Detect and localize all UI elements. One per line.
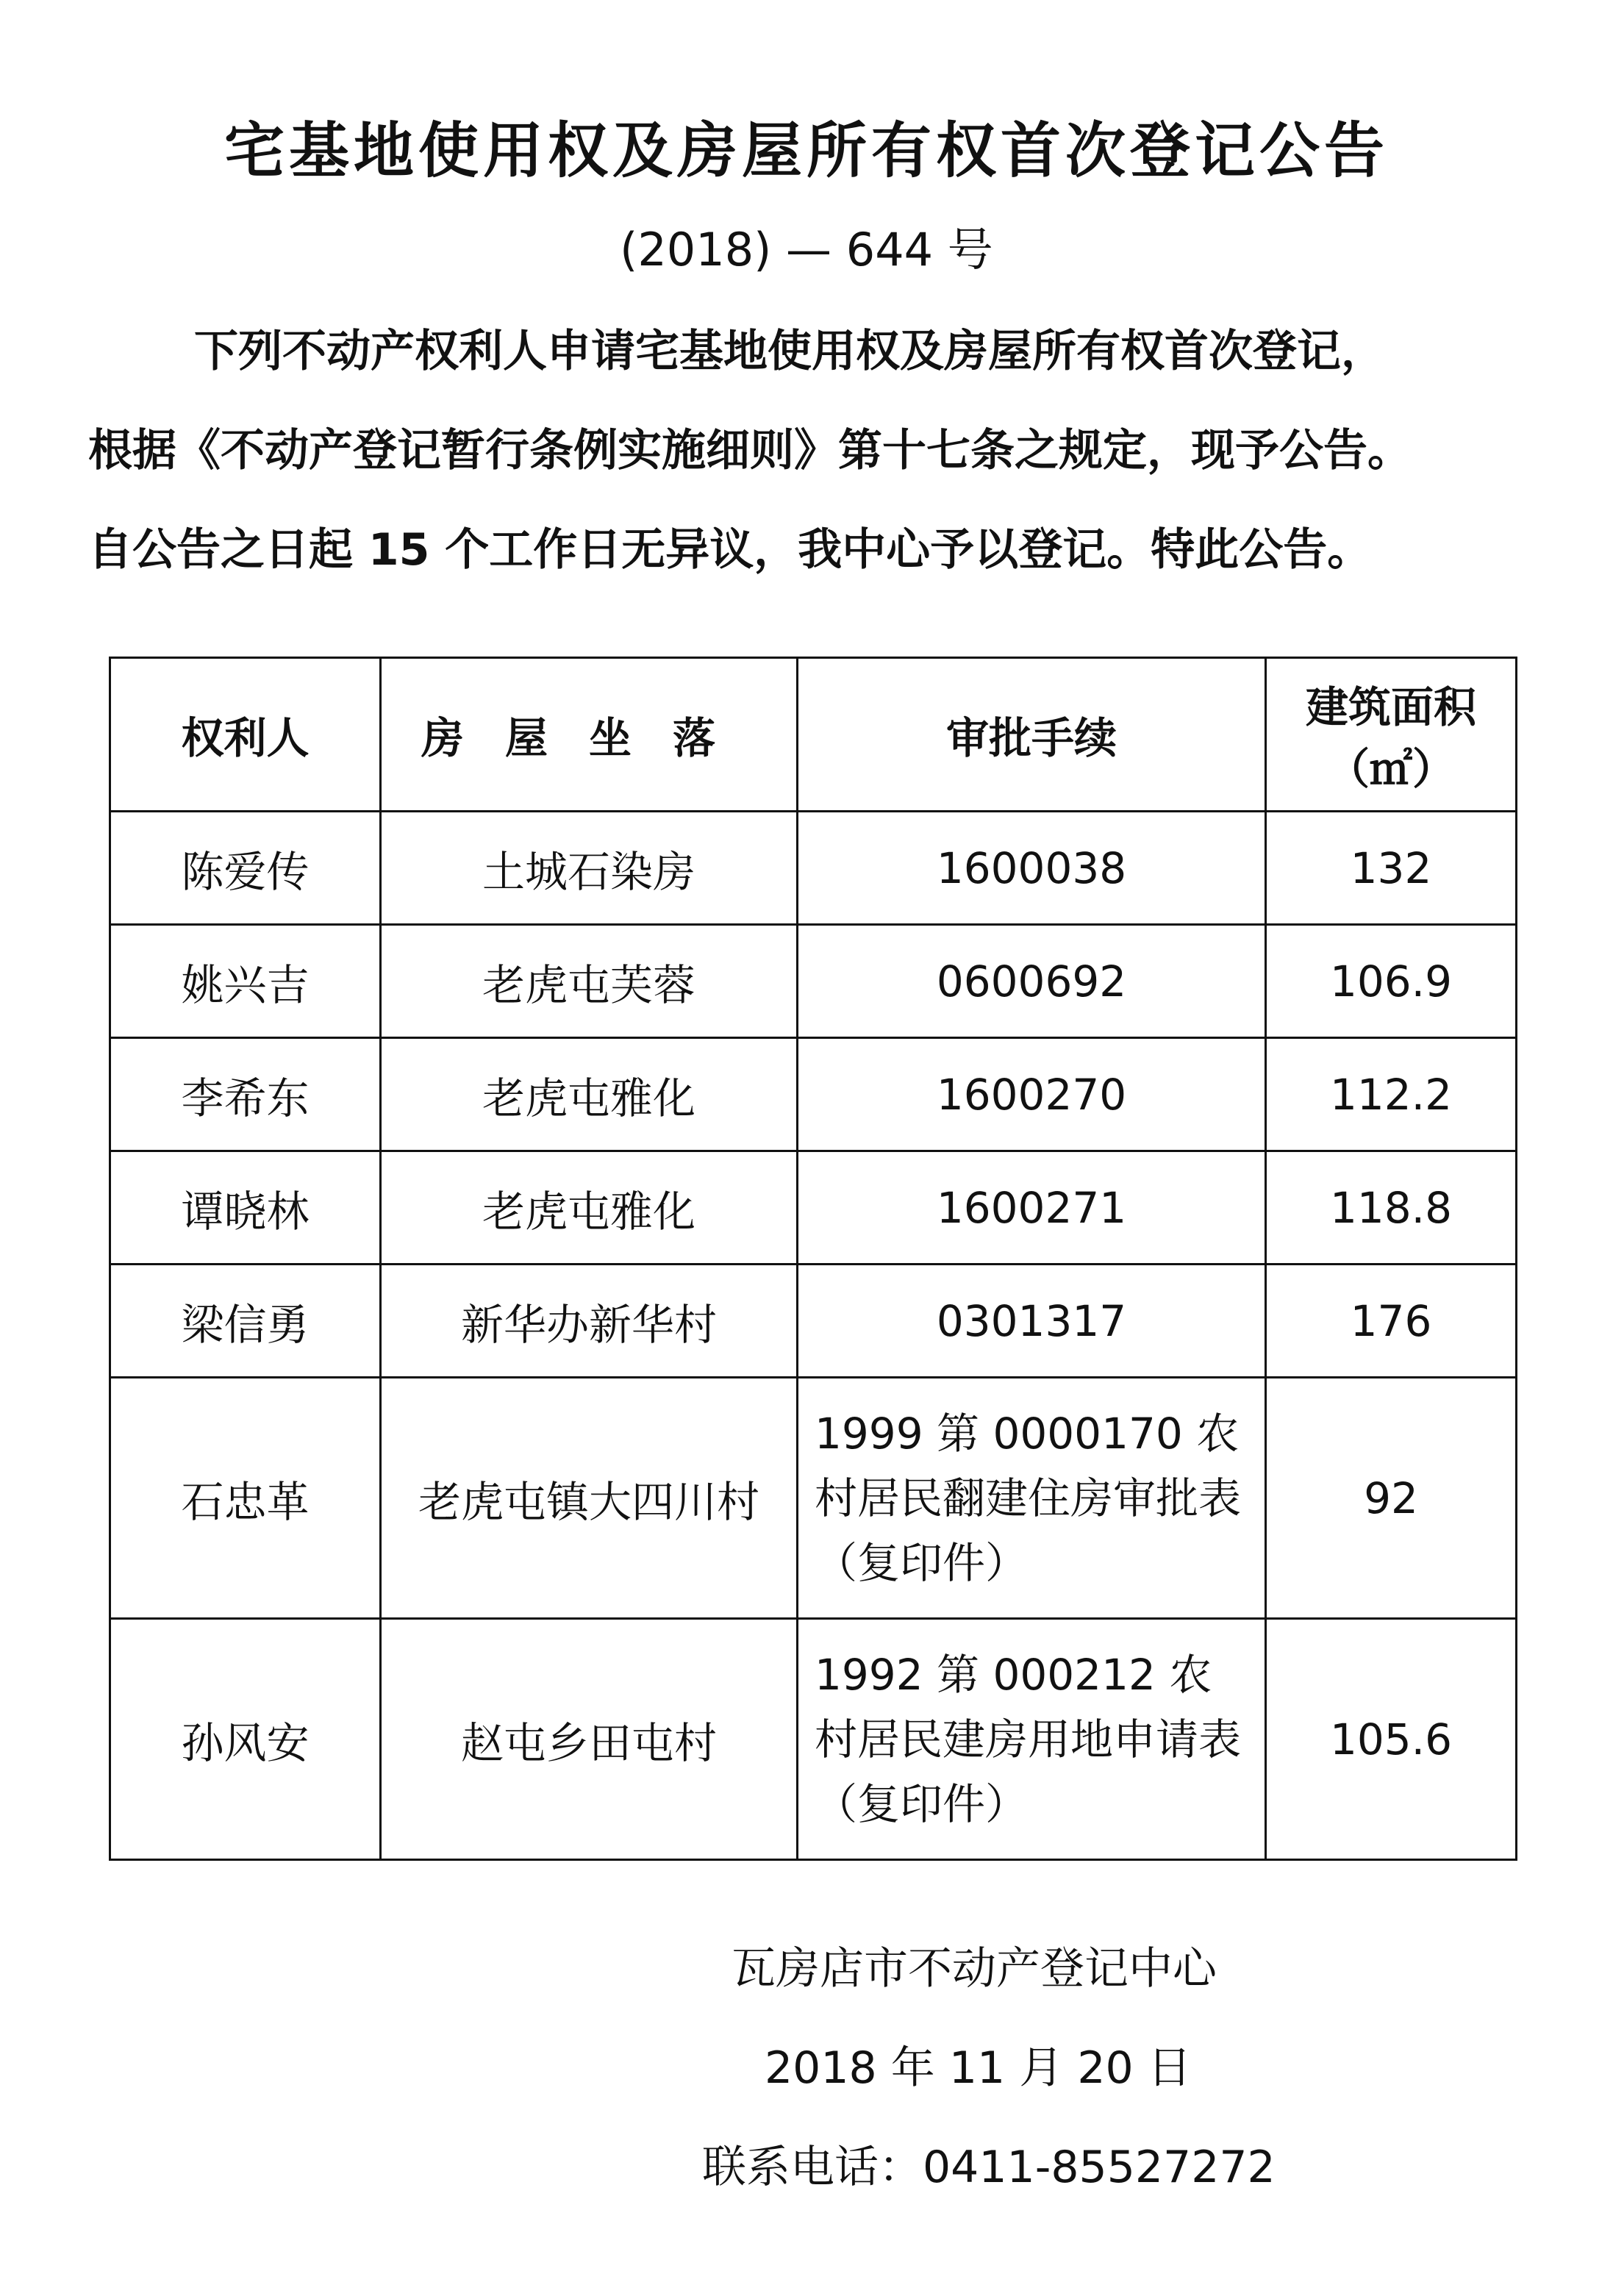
header-area-unit: （㎡） bbox=[1326, 744, 1455, 794]
cell-area: 176 bbox=[1266, 1265, 1517, 1378]
table-row bbox=[110, 1151, 1517, 1265]
cell-area: 106.9 bbox=[1266, 925, 1517, 1038]
cell-location: 老虎屯镇大四川村 bbox=[381, 1378, 798, 1619]
table-row bbox=[110, 1038, 1517, 1151]
cell-location: 土城石染房 bbox=[381, 812, 798, 925]
header-area bbox=[1266, 658, 1517, 812]
registration-table bbox=[109, 657, 1517, 1861]
cell-area: 112.2 bbox=[1266, 1038, 1517, 1151]
notice-number: (2018) — 644 号 bbox=[620, 223, 993, 276]
cell-approval: 1999 第 0000170 农村居民翻建住房审批表（复印件） bbox=[798, 1378, 1266, 1619]
notice-paragraph-line-2: 根据《不动产登记暂行条例实施细则》第十七条之规定，现予公告。 bbox=[88, 425, 1412, 476]
header-location: 房屋坐落 bbox=[381, 658, 798, 812]
header-area-label: 建筑面积 bbox=[1305, 682, 1476, 732]
cell-approval: 1600271 bbox=[798, 1151, 1266, 1265]
cell-location: 赵屯乡田屯村 bbox=[381, 1619, 798, 1860]
cell-owner: 姚兴吉 bbox=[110, 925, 381, 1038]
cell-owner: 陈爱传 bbox=[110, 812, 381, 925]
cell-approval: 1600038 bbox=[798, 812, 1266, 925]
table-row bbox=[110, 1619, 1517, 1860]
cell-approval: 1600270 bbox=[798, 1038, 1266, 1151]
header-approval: 审批手续 bbox=[798, 658, 1266, 812]
table-row bbox=[110, 1265, 1517, 1378]
table-row bbox=[110, 812, 1517, 925]
cell-approval: 1992 第 000212 农村居民建房用地申请表（复印件） bbox=[798, 1619, 1266, 1860]
table-row bbox=[110, 925, 1517, 1038]
cell-owner: 石忠革 bbox=[110, 1378, 381, 1619]
header-owner: 权利人 bbox=[110, 658, 381, 812]
cell-area: 92 bbox=[1266, 1378, 1517, 1619]
cell-area: 118.8 bbox=[1266, 1151, 1517, 1265]
cell-approval: 0301317 bbox=[798, 1265, 1266, 1378]
cell-owner: 孙风安 bbox=[110, 1619, 381, 1860]
notice-paragraph-line-3: 自公告之日起 15 个工作日无异议，我中心予以登记。特此公告。 bbox=[88, 524, 1372, 576]
cell-area: 105.6 bbox=[1266, 1619, 1517, 1860]
table-header-row bbox=[110, 658, 1517, 812]
notice-paragraph-line-1: 下列不动产权利人申请宅基地使用权及房屋所有权首次登记， bbox=[194, 326, 1385, 377]
cell-owner: 梁信勇 bbox=[110, 1265, 381, 1378]
cell-approval: 0600692 bbox=[798, 925, 1266, 1038]
cell-location: 新华办新华村 bbox=[381, 1265, 798, 1378]
contact-phone: 联系电话：0411-85527272 bbox=[702, 2142, 1276, 2193]
cell-location: 老虎屯雅化 bbox=[381, 1151, 798, 1265]
cell-area: 132 bbox=[1266, 812, 1517, 925]
cell-location: 老虎屯芙蓉 bbox=[381, 925, 798, 1038]
cell-owner: 谭晓林 bbox=[110, 1151, 381, 1265]
issuing-organization: 瓦房店市不动产登记中心 bbox=[732, 1943, 1217, 1995]
cell-owner: 李希东 bbox=[110, 1038, 381, 1151]
cell-location: 老虎屯雅化 bbox=[381, 1038, 798, 1151]
table-row bbox=[110, 1378, 1517, 1619]
issue-date: 2018 年 11 月 20 日 bbox=[765, 2042, 1192, 2094]
notice-title: 宅基地使用权及房屋所有权首次登记公告 bbox=[223, 116, 1389, 186]
